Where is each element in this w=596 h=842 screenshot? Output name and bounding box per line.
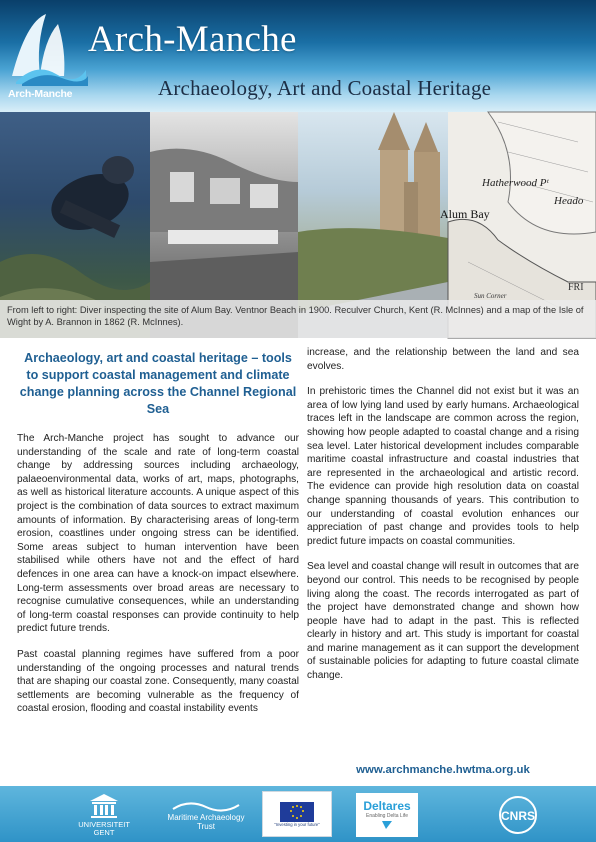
partner-logos-footer (0, 786, 596, 842)
body-paragraph: increase, and the relationship between the land and sea evolves. (307, 347, 579, 372)
page-title: Arch-Manche (88, 19, 297, 60)
map-label: FRI (568, 282, 584, 293)
cnrs-name: CNRS (500, 809, 536, 823)
maritime-trust-logo-icon (171, 799, 241, 813)
ugent-name: UNIVERSITEIT GENT (78, 820, 130, 837)
right-column (307, 346, 579, 695)
deltares-name: Deltares (363, 799, 411, 813)
logo-text: Arch-Manche (8, 88, 73, 100)
deltares-logo (356, 793, 418, 837)
map-label: Heado (554, 195, 584, 207)
ugent-logo (80, 792, 128, 838)
body-paragraph: In prehistoric times the Channel did not exist but it was an area of low lying land used by early humans. Archaeological traces left in the landscape are common across the region, showing how people adapted to coastal change and a rising sea level. Later historical development includes comparable maritime coastal infrastructure and coastal industries that are represented in the archaeological and artistic record. The evidence can provide high resolution data on coastal change spanning thousands of years. This contribution to our understanding of coastal evolution enhances our appreciation of past change and provides tools to help predict future impacts on coastal communities. (307, 386, 579, 547)
interreg-logo (262, 791, 332, 837)
university-building-icon (89, 793, 119, 819)
cnrs-logo (494, 792, 542, 838)
interreg-tagline: "Investing in your future" (274, 821, 320, 827)
body-paragraph: Sea level and coastal change will result in outcomes that are beyond our control. This needs to be recognised by people living along the coast. The records interrogated as part of the project have demonstrated change and shown how people have had to adapt in the past. This is reflected clearly in history and art. This study is important for coastal and marine management as it can support the development of sustainable policies for adapting to future coastal climate change. (307, 561, 579, 682)
article-headline: Archaeology, art and coastal heritage – tools to support coastal management and climate change planning across the Channel Regional Sea (19, 351, 297, 416)
body-paragraph: The Arch-Manche project has sought to advance our understanding of the scale and rate of long-term coastal change by addressing sources including archaeology, palaeoenvironmental data, works of art, maps, photographs, as well as historical literature accounts. A unique aspect of this project is the combination of data sources to extract maximum amounts of information. By characterising areas of long-term erosion, coastlines under ongoing stress can be identified. Some areas subject to human intervention have been stabilised while others have not and the effect of hard defences in one area can have a knock-on impact elsewhere. Long-term assessments over broad areas are necessary to recognise cumulative consequences, while an understanding of long-term coastal responses can provide continuity to help predict future trends. (17, 433, 299, 635)
eu-flag-icon (280, 802, 314, 822)
photo-caption: From left to right: Diver inspecting the site of Alum Bay. Ventnor Beach in 1900. Reculver Church, Kent (R. McInnes) and a map of the Isle of Wight by A. Brannon in 1862 (R. McInnes). (7, 305, 584, 327)
maritime-trust-name: Maritime Archaeology Trust (167, 813, 245, 831)
left-column (17, 346, 299, 728)
body-paragraph: Past coastal planning regimes have suffered from a poor understanding of the ongoing processes and natural trends that are shaping our coastal zone. Consequently, many coastal settlements are becoming vulnerable as the frequency of coastal erosion, flooding and coastal instability events (17, 648, 299, 715)
project-website-link[interactable]: www.archmanche.hwtma.org.uk (356, 764, 530, 776)
deltares-logo-icon (380, 819, 394, 831)
arch-manche-logo (6, 4, 88, 102)
page-subtitle: Archaeology, Art and Coastal Heritage (158, 76, 492, 100)
arch-manche-logo-icon (6, 4, 88, 86)
map-label: Sun Corner (474, 292, 507, 300)
maritime-trust-logo (164, 792, 248, 838)
header-banner (0, 0, 596, 112)
map-label: Alum Bay (440, 207, 490, 221)
map-label: Hatherwood Pᵗ (482, 177, 549, 189)
cnrs-logo-icon (498, 795, 538, 835)
deltares-tagline: Enabling Delta Life (366, 813, 408, 819)
